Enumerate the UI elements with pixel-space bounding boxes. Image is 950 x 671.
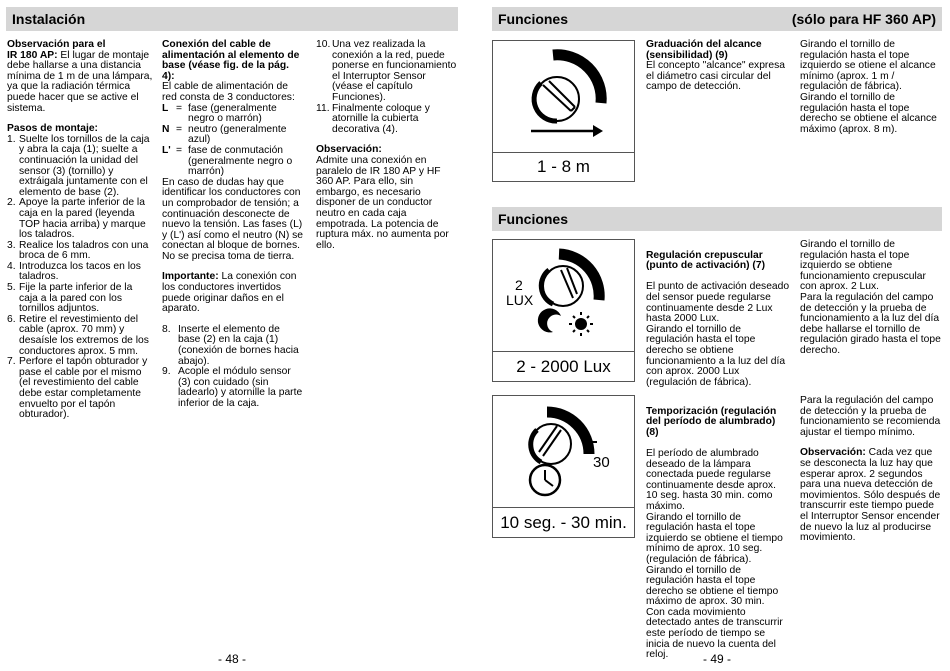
important-label: Importante:: [162, 271, 219, 283]
page-number-left: - 48 -: [218, 652, 247, 666]
timer-text: [646, 396, 790, 671]
twilight-title: Regulación crepuscular (punto de activación) (7): [646, 249, 765, 272]
conductor-key: L: [162, 102, 169, 114]
list-item-number: 6.: [7, 313, 16, 325]
observation-title: Observación para el IR 180 AP:: [7, 39, 106, 61]
list-item-text: Acople el módulo sensor (3) con cuidado (sin ladearlo) y atornille la parte inferior de la caja.: [178, 366, 303, 409]
list-item-text: Una vez realizada la conexión a la red, puede ponerse en funcionamiento el Interruptor Sensor (véase el capítulo Funciones).: [332, 39, 457, 103]
list-item-number: 11.: [316, 102, 330, 114]
twilight-description: El punto de activación deseado del sensor puede regularse continuamente desde 2 Lux hasta 2000 Lux. Girando el tornillo de regulación hasta el tope derecho se obtiene funcionamiento a la luz del día con aprox. 2000 Lux (regulación de fábrica).: [646, 281, 790, 388]
observation-text: El lugar de montaje debe hallarse a una distancia mínima de 1 m de una lámpara, ya que la radiación térmica puede hacer que se active el sistema.: [7, 49, 153, 114]
list-item-number: 8.: [162, 323, 171, 335]
list-item-text: Retire el revestimiento del cable (aprox. 70 mm) y desaísle los extremos de los conductores aprox. 5 mm.: [19, 313, 149, 357]
equals-sign: =: [176, 123, 183, 135]
list-item: [7, 315, 153, 357]
observation-title-2: Observación:: [316, 144, 382, 156]
header-title-model: (sólo para HF 360 AP): [791, 11, 936, 27]
header-title-functions: Funciones: [498, 11, 569, 27]
list-item-text: Realice los taladros con una broca de 6 mm.: [19, 239, 149, 262]
twilight-text-right: Girando el tornillo de regulación hasta el tope izquierdo se obtiene funcionamiento crepuscular con aprox. 2 Lux. Para la regulación del campo de detección y la prueba de funcionamiento a la luz del día debe hallarse el tornillo de regulación girado hasta el tope derecho.: [800, 239, 941, 356]
conductor-value: neutro (generalmente azul): [188, 123, 287, 146]
twilight-min-unit: LUX: [506, 292, 534, 308]
list-item: [162, 367, 304, 409]
equals-sign: =: [176, 144, 183, 156]
conductor-item: [162, 125, 304, 146]
header-title-functions-2: Funciones: [498, 211, 569, 227]
list-item: [7, 135, 153, 199]
list-item-number: 9.: [162, 366, 171, 378]
page-number-right: - 49 -: [703, 652, 732, 666]
list-item-text: Perfore el tapón obturador y pase el cable por el mismo (el revestimiento del cable debe estar completamente envuelto por el tapón obturador).: [19, 356, 148, 421]
installation-column-1: [7, 40, 153, 421]
timer-dial-icon: [493, 396, 634, 508]
twilight-figure: [492, 239, 635, 382]
steps-title: Pasos de montaje:: [7, 123, 98, 135]
observation-text-2: Admite una conexión en paralelo de IR 180 AP y HF 360 AP. Para ello, sin embargo, es necesario disponer de un conductor neutro en cada caja empotrada. La potencia de ruptura máx. no aumenta por ello.: [316, 154, 449, 251]
conductor-key: L': [162, 144, 171, 156]
list-item-text: Finalmente coloque y atornille la cubierta decorativa (4).: [332, 102, 430, 135]
steps-list-2: [162, 325, 304, 410]
conductor-list: [162, 104, 304, 178]
observation-paragraph: [7, 40, 153, 114]
section-header-functions-2: [492, 207, 942, 231]
list-item-number: 2.: [7, 197, 16, 209]
conductor-item: [162, 146, 304, 178]
timer-observation: [800, 448, 944, 543]
range-figure: [492, 40, 635, 182]
equals-sign: =: [176, 102, 183, 114]
twilight-text: [646, 240, 790, 399]
list-item: [316, 40, 458, 104]
important-paragraph: [162, 272, 304, 314]
timer-text-right: [800, 396, 944, 544]
list-item-number: 7.: [7, 356, 16, 368]
timer-observation-text: Cada vez que se desconecta la luz hay que esperar aprox. 2 segundos para una nueva detección de movimientos. Sólo después de transcurrir este tiempo puede el Interruptor Sensor encender de nuevo la luz al producirse movimiento.: [800, 447, 941, 544]
doubt-paragraph: En caso de dudas hay que identificar los conductores con un comprobador de tensión; a continuación desconecte de nuevo la tensión. Las fases (L) y (L') así como el neutro (N) se conectan al bloque de bornes. No se precisa toma de tierra.: [162, 176, 304, 262]
timer-recommendation: Para la regulación del campo de detección y la prueba de funcionamiento se recomienda ajustar el tiempo mínimo.: [800, 395, 941, 438]
list-item-text: Apoye la parte inferior de la caja en la pared (leyenda TOP hacia arriba) y marque los taladros.: [19, 197, 146, 241]
steps-list-3: [316, 40, 458, 135]
steps-list: [7, 135, 153, 421]
twilight-caption: 2 - 2000 Lux: [493, 351, 634, 381]
conductor-item: [162, 104, 304, 125]
list-item-number: 10.: [316, 39, 331, 50]
timer-description: El período de alumbrado deseado de la lámpara conectada puede regularse continuamente desde aprox. 10 seg. hasta 30 min. como máximo. Girando el tornillo de regulación hasta el tope izquierdo se obtiene el tiempo mínimo de aprox. 10 seg. (regulación de fábrica). Girando el tornillo de regulación hasta el tope derecho se obtiene el tiempo máximo de aprox. 30 min. Con cada movimiento detectado antes de transcurrir este período de tiempo se inicia de nuevo la cuenta del reloj.: [646, 447, 783, 661]
timer-observation-label: Observación:: [800, 447, 866, 459]
list-item: [316, 104, 458, 136]
list-item: [7, 357, 153, 421]
important-text: La conexión con los conductores invertidos puede originar daños en el aparato.: [162, 271, 297, 315]
timer-max-label: 30: [593, 454, 610, 471]
timer-figure: [492, 395, 635, 538]
installation-column-2: [162, 40, 304, 410]
range-text-right: Girando el tornillo de regulación hasta el tope izquierdo se otiene el alcance mínimo (aprox. 1 m / regulación de fábrica). Girando el tornillo de regulación hasta el tope derecho se obtiene el alcance máximo (aprox. 8 m).: [800, 39, 937, 135]
range-title: Graduación del alcance (sensibilidad) (9): [646, 39, 762, 61]
range-dial-icon: [493, 41, 634, 153]
list-item-text: Fije la parte inferior de la caja a la pared con los tornillos adjuntos.: [19, 282, 133, 315]
conductor-value: fase de conmutación (generalmente negro o marrón): [188, 144, 293, 178]
list-item-text: Inserte el elemento de base (2) en la caja (1) (conexión de bornes hacia abajo).: [178, 323, 299, 367]
list-item: [7, 283, 153, 315]
section-header-functions: [492, 7, 942, 31]
list-item: [162, 325, 304, 367]
list-item-number: 3.: [7, 239, 16, 251]
timer-caption: 10 seg. - 30 min.: [493, 507, 634, 537]
list-item: [7, 262, 153, 283]
range-description: El concepto "alcance" expresa el diámetro casi circular del campo de detección.: [646, 60, 785, 93]
list-item: [7, 198, 153, 240]
twilight-min-number: 2: [515, 277, 523, 293]
connection-title: Conexión del cable de alimentación al elemento de base (véase fig. de la pág. 4):: [162, 39, 300, 82]
range-caption: 1 - 8 m: [493, 152, 634, 181]
header-title: Instalación: [12, 11, 86, 27]
connection-intro: El cable de alimentación de red consta de 3 conductores:: [162, 81, 295, 103]
installation-column-3: [316, 40, 458, 251]
range-text: [646, 40, 790, 93]
conductor-value: fase (generalmente negro o marrón): [188, 102, 277, 125]
list-item-number: 5.: [7, 282, 16, 294]
list-item-text: Introduzca los tacos en los taladros.: [19, 260, 141, 283]
list-item: [7, 241, 153, 262]
list-item-number: 4.: [7, 260, 16, 272]
list-item-number: 1.: [7, 133, 16, 145]
section-header-installation: [6, 7, 458, 31]
list-item-text: Suelte los tornillos de la caja y abra la caja (1); suelte a continuación la unidad del sensor (3) (tornillo) y extráigala juntamente con el elemento de base (2).: [19, 133, 150, 198]
conductor-key: N: [162, 123, 170, 135]
timer-title: Temporización (regulación del período de alumbrado) (8): [646, 405, 777, 438]
